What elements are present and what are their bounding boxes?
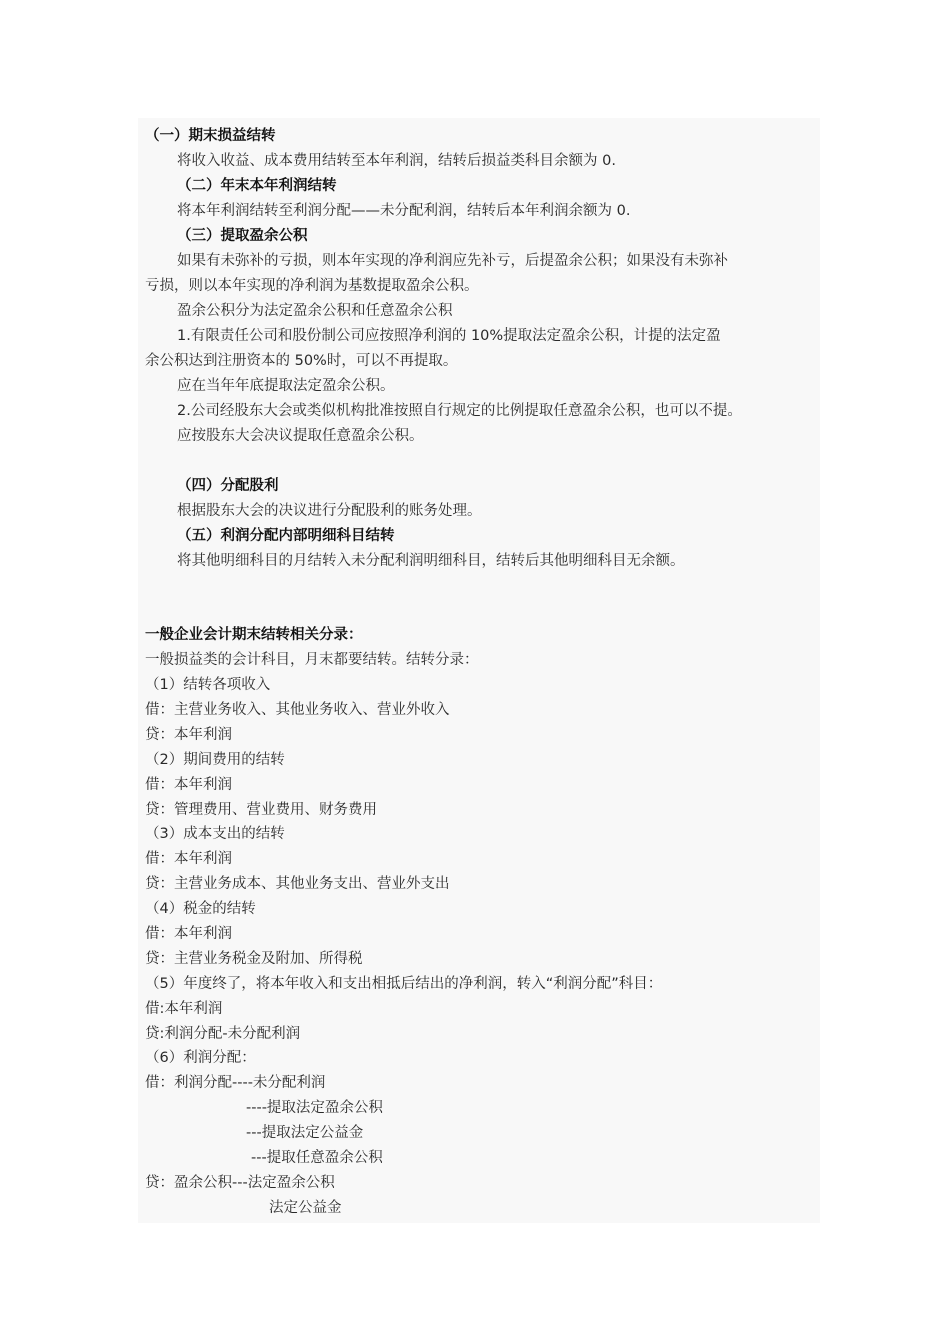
section-heading: （四）分配股利 (177, 478, 279, 494)
paragraph: 将其他明细科目的月结转入未分配利润明细科目，结转后其他明细科目无余额。 (177, 553, 685, 569)
paragraph: 将本年利润结转至利润分配——未分配利润，结转后本年利润余额为 0. (177, 203, 631, 219)
entry-line: （6）利润分配： (145, 1050, 256, 1066)
paragraph: 盈余公积分为法定盈余公积和任意盈余公积 (177, 303, 453, 319)
entries-title: 一般企业会计期末结转相关分录： (145, 627, 363, 643)
entry-line: 法定公益金 (269, 1200, 342, 1216)
entry-line: ---提取任意盈余公积 (251, 1150, 383, 1166)
paragraph: 应在当年年底提取法定盈余公积。 (177, 378, 395, 394)
entry-line: （3）成本支出的结转 (145, 826, 285, 842)
entry-line: 贷：主营业务税金及附加、所得税 (145, 951, 363, 967)
entries-intro: 一般损益类的会计科目，月末都要结转。结转分录： (145, 652, 479, 668)
entry-line: 贷：管理费用、营业费用、财务费用 (145, 802, 377, 818)
section-heading: （三）提取盈余公积 (177, 228, 308, 244)
entry-line: 贷:利润分配-未分配利润 (145, 1026, 301, 1042)
entry-line: 贷：盈余公积---法定盈余公积 (145, 1175, 335, 1191)
paragraph: 应按股东大会决议提取任意盈余公积。 (177, 428, 424, 444)
entry-line: ----提取法定盈余公积 (246, 1100, 383, 1116)
entry-line: 借：本年利润 (145, 926, 232, 942)
entry-line: 借：利润分配----未分配利润 (145, 1075, 326, 1091)
entry-line: 借：主营业务收入、其他业务收入、营业外收入 (145, 702, 450, 718)
paragraph: 如果有未弥补的亏损，则本年实现的净利润应先补亏，后提盈余公积；如果没有未弥补 (177, 253, 728, 269)
section-heading: （一）期末损益结转 (145, 128, 276, 144)
paragraph: 亏损，则以本年实现的净利润为基数提取盈余公积。 (145, 278, 479, 294)
entry-line: ---提取法定公益金 (246, 1125, 364, 1141)
paragraph: 1.有限责任公司和股份制公司应按照净利润的 10%提取法定盈余公积，计提的法定盈 (177, 328, 721, 344)
paragraph: 余公积达到注册资本的 50%时，可以不再提取。 (145, 353, 458, 369)
entry-line: 贷：主营业务成本、其他业务支出、营业外支出 (145, 876, 450, 892)
paragraph: 将收入收益、成本费用结转至本年利润，结转后损益类科目余额为 0. (177, 153, 616, 169)
entry-line: （2）期间费用的结转 (145, 752, 285, 768)
entry-line: 借：本年利润 (145, 777, 232, 793)
entry-line: 贷：本年利润 (145, 727, 232, 743)
paragraph: 2.公司经股东大会或类似机构批准按照自行规定的比例提取任意盈余公积，也可以不提。 (177, 403, 742, 419)
entry-line: （4）税金的结转 (145, 901, 256, 917)
entry-line: （5）年度终了，将本年收入和支出相抵后结出的净利润，转入“利润分配”科目： (145, 976, 663, 992)
entry-line: 借：本年利润 (145, 851, 232, 867)
entry-line: 借:本年利润 (145, 1001, 223, 1017)
entry-line: （1）结转各项收入 (145, 677, 271, 693)
section-heading: （二）年末本年利润结转 (177, 178, 337, 194)
section-heading: （五）利润分配内部明细科目结转 (177, 528, 395, 544)
paragraph: 根据股东大会的决议进行分配股利的账务处理。 (177, 503, 482, 519)
